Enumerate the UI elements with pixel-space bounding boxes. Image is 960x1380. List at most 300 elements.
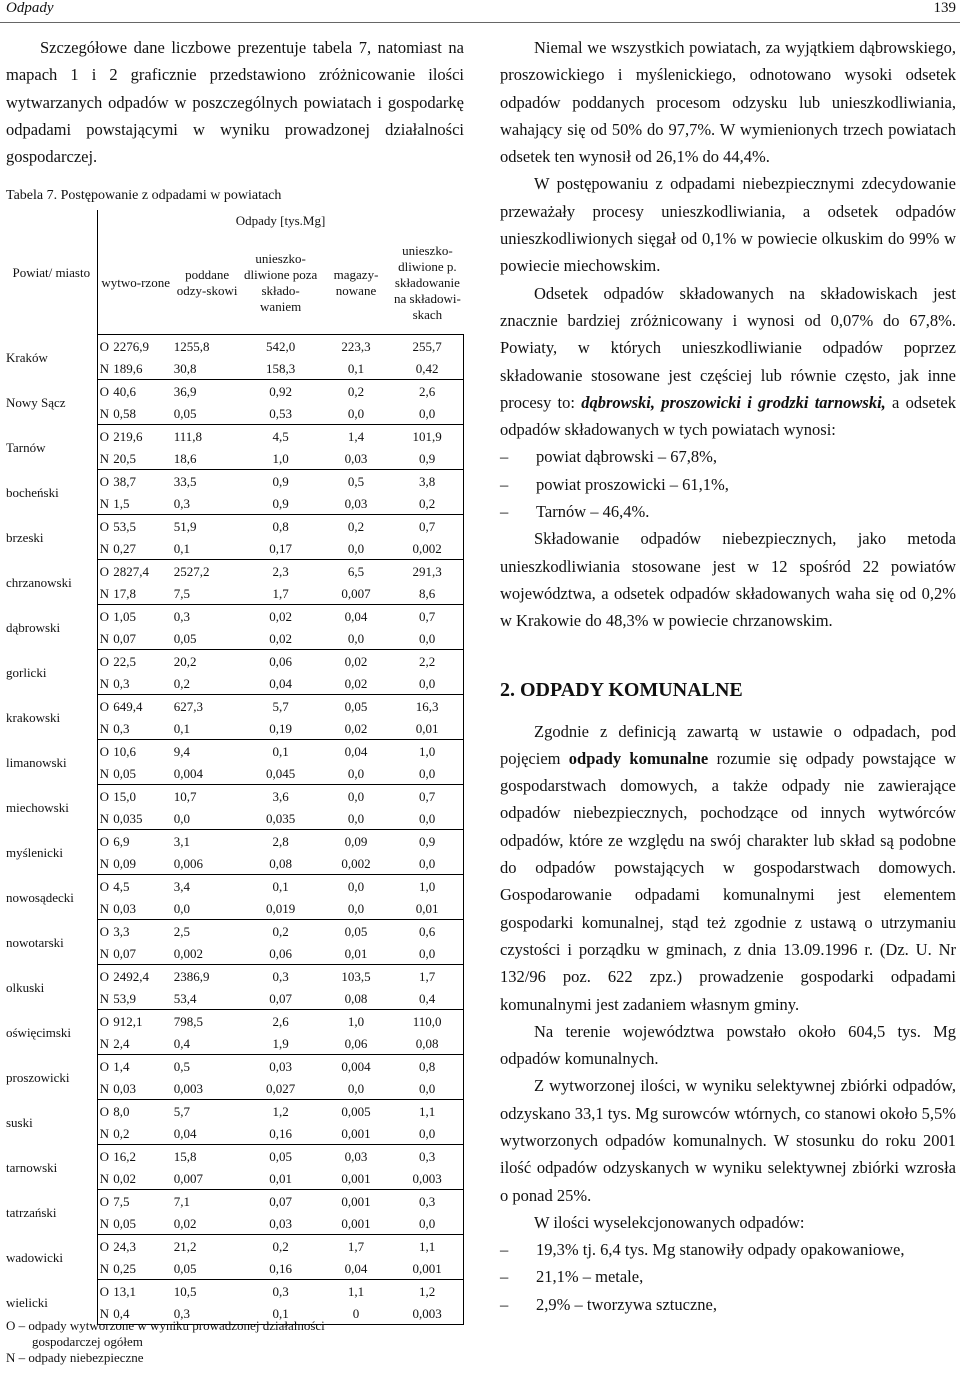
table-cell: 0,01 [391,717,463,740]
table-cell: 0,19 [269,720,292,736]
table-cell: 0,02 [321,650,392,673]
table-cell: 10,7 [174,785,241,808]
table-cell: 0,0 [321,875,392,898]
table-cell: 0,0 [347,630,365,646]
table-cell: 0,2 [240,1235,320,1258]
table-cell: 0,42 [391,357,463,380]
district-name: miechowski [6,785,97,830]
row-type-letter: O [97,1055,113,1078]
district-name: Kraków [6,335,97,380]
district-name: tatrzański [6,1190,97,1235]
table-cell: 542,0 [240,335,320,358]
table-cell: 21,2 [174,1235,241,1258]
table-cell: 1,4 [321,425,392,448]
list-item: – powiat proszowicki – 61,1%, [500,471,956,498]
table-cell: 0,0 [391,852,463,875]
table-cell: 0,003 [173,1080,204,1096]
table-cell: 0,8 [240,515,320,538]
table-cell: 1,2 [240,1100,320,1123]
table-cell: 0,92 [240,380,320,403]
table-cell: 101,9 [391,425,463,448]
table-cell: 0,08 [391,1032,463,1055]
table-cell: 0,1 [240,1302,320,1325]
district-name: olkuski [6,965,97,1010]
table-cell: 0,03 [240,1055,320,1078]
table-row [6,605,464,628]
table-cell: 7,1 [174,1190,241,1213]
paragraph-3 [500,280,956,444]
table-cell: 15,8 [174,1145,241,1168]
row-type-letter: N [97,987,113,1010]
table-cell: 2276,9 [113,335,173,358]
table-cell: 0,3 [173,495,191,511]
district-name: wielicki [6,1280,97,1325]
table-cell: 0,001 [341,1170,371,1186]
table-cell: 0,7 [391,605,463,628]
row-type-letter: N [97,1302,113,1325]
table-cell: 2,2 [391,650,463,673]
table-cell: 0,3 [391,1190,463,1213]
table-cell: 0,05 [113,765,137,781]
row-type-letter: O [97,965,113,988]
row-type-letter: N [97,1032,113,1055]
row-type-letter: N [97,582,113,605]
row-type-letter: N [97,492,113,515]
table-cell: 0,03 [269,1215,292,1231]
table-row [6,1280,464,1303]
row-type-letter: O [97,1235,113,1258]
table-cell: 6,9 [113,830,173,853]
table-row [6,1190,464,1213]
table-cell: 1,1 [321,1280,392,1303]
table-cell: 0,06 [269,945,292,961]
table-cell: 0,035 [266,810,296,826]
table-cell: 0,09 [321,830,392,853]
table-cell: 0,05 [240,1145,320,1168]
table-row [6,965,464,988]
table-cell: 0,019 [266,900,296,916]
table-cell: 0,03 [344,495,368,511]
list-item: – 21,1% – metale, [500,1263,956,1290]
running-header-section: Odpady [6,0,54,16]
district-name: tarnowski [6,1145,97,1190]
table-cell: 0,0 [347,1080,365,1096]
table-cell: 0,035 [113,810,143,826]
table-cell: 110,0 [391,1010,463,1033]
table-cell: 22,5 [113,650,173,673]
row-type-letter: N [97,762,113,785]
row-type-letter: O [97,1145,113,1168]
district-name: chrzanowski [6,560,97,605]
table-cell: 0,0 [321,785,392,808]
table-cell: 0,07 [269,990,292,1006]
col-head-district: Powiat/ miasto [6,210,97,335]
table-row [6,470,464,493]
table-cell: 1,0 [391,875,463,898]
row-type-letter: N [97,897,113,920]
table-row [6,560,464,583]
table-cell: 0,04 [321,605,392,628]
table-cell: 0,27 [113,540,137,556]
table-cell: 0,2 [321,515,392,538]
table-cell: 7,5 [113,1190,173,1213]
intro-paragraph: Szczegółowe dane liczbowe prezentuje tabela 7, natomiast na mapach 1 i 2 graficznie przedstawiono zróżnicowanie ilości wytwarzanych odpadów w poszczególnych powiatach i gospodarkę odpadami powstającymi w wyniku prowadzonej działalności gospodarczej. [6,38,464,167]
table-cell: 3,8 [391,470,463,493]
table-cell: 158,3 [266,360,296,376]
table-row [6,740,464,763]
row-type-letter: O [97,1100,113,1123]
table-cell: 0,6 [391,920,463,943]
table-cell: 3,4 [174,875,241,898]
table-cell: 0,0 [391,627,463,650]
table-cell: 627,3 [174,695,241,718]
district-name: Nowy Sącz [6,380,97,425]
district-name: wadowicki [6,1235,97,1280]
table-cell: 798,5 [174,1010,241,1033]
row-type-letter: O [97,1280,113,1303]
table-cell: 1255,8 [174,335,241,358]
table-cell: 0,001 [341,1125,371,1141]
table-cell: 6,5 [321,560,392,583]
table-cell: 0,3 [174,1302,241,1325]
table-cell: 0 [321,1302,392,1325]
table-cell: 0,1 [240,875,320,898]
table-row [6,335,464,358]
list-item: – 2,9% – tworzywa sztuczne, [500,1291,956,1318]
row-type-letter: N [97,1167,113,1190]
table-cell: 0,03 [321,1145,392,1168]
table-cell: 0,53 [269,405,292,421]
legend-o-line: O – odpady wytworzone w wyniku prowadzonej działalności [6,1318,325,1333]
row-type-letter: N [97,357,113,380]
list-item: – powiat dąbrowski – 67,8%, [500,443,956,470]
table-row [6,650,464,673]
row-type-letter: O [97,1010,113,1033]
table-cell: 2,8 [240,830,320,853]
table-cell: 0,02 [344,675,368,691]
row-type-letter: O [97,785,113,808]
table-cell: 1,5 [113,495,130,511]
table-caption: Tabela 7. Postępowanie z odpadami w powiatach [6,188,282,204]
col-head-group: Odpady [tys.Mg] [235,213,326,229]
row-type-letter: N [97,1257,113,1280]
table-row [6,425,464,448]
table-cell: 1,1 [391,1235,463,1258]
row-type-letter: N [97,672,113,695]
district-name: nowosądecki [6,875,97,920]
paragraph-2: W postępowaniu z odpadami niebezpiecznymi zdecydowanie przeważały procesy unieszkodliwiania, a odsetek odpadów unieszkodliwionych sięgał od 0,1% w powiecie olkuskim do 99% w powiecie miechowskim. [500,174,956,276]
table-cell: 2,3 [240,560,320,583]
table-cell: 0,9 [391,830,463,853]
table-cell: 4,5 [113,875,173,898]
list-selected-waste [500,1236,956,1318]
table-cell: 1,2 [391,1280,463,1303]
table-cell: 0,0 [391,942,463,965]
table-cell: 0,002 [173,945,204,961]
table-cell: 0,4 [391,987,463,1010]
row-type-letter: O [97,695,113,718]
district-name: bocheński [6,470,97,515]
row-type-letter: N [97,537,113,560]
waste-table-wrapper [6,210,464,1333]
table-cell: 2,6 [240,1010,320,1033]
table-cell: 0,2 [321,380,392,403]
row-type-letter: O [97,515,113,538]
table-cell: 0,02 [344,720,368,736]
waste-table [6,210,464,1325]
table-row [6,875,464,898]
table-cell: 2827,4 [113,560,173,583]
district-name: dąbrowski [6,605,97,650]
table-cell: 0,0 [391,762,463,785]
paragraph-3-b: a odsetek odpadów składowanych w tych powiatach wynosi: [500,392,956,440]
table-row [6,695,464,718]
table-row [6,1055,464,1078]
table-cell: 0,0 [391,1077,463,1100]
paragraph-7: Z wytworzonej ilości, w wyniku selektywnej zbiórki odpadów, odzyskano 33,1 tys. Mg surowców wtórnych, co stanowi około 5,5% wytworzonych odpadów komunalnych. W stosunku do roku 2001 ilość odpadów odzyskanych w wyniku selektywnej zbiórki wzrosła o ponad 25%. [500,1076,956,1205]
district-name: nowotarski [6,920,97,965]
table-cell: 4,5 [240,425,320,448]
table-cell: 0,0 [391,1122,463,1145]
table-cell: 24,3 [113,1235,173,1258]
table-cell: 0,006 [173,855,204,871]
table-row [6,830,464,853]
table-cell: 0,0 [391,807,463,830]
table-cell: 17,8 [113,585,137,601]
table-cell: 53,9 [113,990,137,1006]
table-cell: 10,6 [113,740,173,763]
table-cell: 0,1 [240,740,320,763]
col-head-neutralized: unieszko-dliwione poza składo-waniem [243,251,318,315]
row-type-letter: O [97,650,113,673]
table-cell: 0,02 [240,605,320,628]
table-cell: 0,03 [113,900,137,916]
table-cell: 30,8 [173,360,197,376]
district-name: proszowicki [6,1055,97,1100]
table-cell: 0,2 [240,920,320,943]
paragraph-5-b: rozumie się odpady powstające w gospodarstwach domowych, a także odpady nie zawierające odpadów niebezpiecznych, pochodzące od innych wytwórców odpadów, które ze względu na swój charakter lub skład są podobne do odpadów powstających w gospodarstwach domowych. Gospodarowanie odpadami komunalnymi jest elementem gospodarki komunalnej, stąd też zgodnie z ustawą o utrzymaniu czystości i porządku w gminach, z dnia 13.09.1996 r. (Dz. U. Nr 132/96 poz. 622 zpz.) prowadzenie gospodarki odpadami komunalnymi jest zadaniem własnym gminy. [500,748,956,1014]
table-cell: 2492,4 [113,965,173,988]
table-row [6,920,464,943]
table-cell: 0,8 [391,1055,463,1078]
district-name: gorlicki [6,650,97,695]
table-cell: 0,0 [347,540,365,556]
table-cell: 51,9 [174,515,241,538]
table-cell: 219,6 [113,425,173,448]
table-cell: 0,04 [269,675,292,691]
table-cell: 0,005 [321,1100,392,1123]
table-cell: 0,007 [173,1170,204,1186]
table-cell: 0,04 [344,1260,368,1276]
table-cell: 0,09 [113,855,137,871]
table-row [6,1100,464,1123]
col-head-produced: wytwo-rzone [101,275,170,291]
row-type-letter: N [97,1212,113,1235]
table-cell: 0,2 [173,675,191,691]
table-cell: 0,0 [347,405,365,421]
table-cell: 0,9 [240,470,320,493]
table-legend [6,1318,325,1366]
row-type-letter: N [97,447,113,470]
table-cell: 0,08 [269,855,292,871]
table-row [6,1010,464,1033]
table-cell: 255,7 [391,335,463,358]
table-cell: 0,07 [240,1190,320,1213]
row-type-letter: O [97,740,113,763]
table-cell: 16,2 [113,1145,173,1168]
table-cell: 33,5 [174,470,241,493]
district-name: limanowski [6,740,97,785]
table-cell: 3,6 [240,785,320,808]
table-cell: 0,001 [321,1190,392,1213]
table-cell: 0,5 [321,470,392,493]
table-cell: 13,1 [113,1280,173,1303]
table-cell: 2,4 [113,1035,130,1051]
table-cell: 0,02 [113,1170,137,1186]
table-cell: 1,7 [321,1235,392,1258]
legend-o-line-cont: gospodarczej ogółem [32,1334,143,1349]
table-cell: 0,1 [173,720,191,736]
table-cell: 0,05 [321,920,392,943]
table-cell: 0,04 [173,1125,197,1141]
table-cell: 0,08 [344,990,368,1006]
table-cell: 8,6 [391,582,463,605]
table-cell: 223,3 [321,335,392,358]
table-row [6,1145,464,1168]
table-cell: 0,4 [113,1302,173,1325]
table-cell: 18,6 [173,450,197,466]
table-cell: 0,007 [341,585,371,601]
page-number: 139 [933,0,956,16]
table-cell: 3,3 [113,920,173,943]
table-cell: 0,06 [240,650,320,673]
list-landfill [500,443,956,525]
paragraph-5 [500,718,956,1018]
table-cell: 0,004 [321,1055,392,1078]
table-cell: 0,03 [113,1080,137,1096]
district-name: myślenicki [6,830,97,875]
table-body [6,335,464,1325]
table-cell: 0,17 [269,540,292,556]
row-type-letter: N [97,627,113,650]
table-cell: 111,8 [174,425,241,448]
table-cell: 1,05 [113,605,173,628]
table-cell: 0,16 [269,1260,292,1276]
table-cell: 0,0 [391,402,463,425]
header-rule [0,22,960,23]
paragraph-3-a: Odsetek odpadów składowanych na składowiskach jest znacznie bardziej zróżnicowany i wynosi od 0,07% do 67,8%. Powiaty, w których unieszkodliwianie odpadów poprzez składowanie stosowane jest częściej lub równie często, jak inne procesy to: [500,283,956,412]
row-type-letter: N [97,717,113,740]
table-cell: 649,4 [113,695,173,718]
legend-n-line: N – odpady niebezpieczne [6,1350,144,1365]
row-type-letter: O [97,335,113,358]
table-row [6,380,464,403]
table-cell: 0,16 [269,1125,292,1141]
paragraph-3-bold: dąbrowski, proszowicki i grodzki tarnowski, [581,392,886,412]
table-cell: 0,0 [347,900,365,916]
table-cell: 5,7 [240,695,320,718]
table-cell: 0,7 [391,515,463,538]
row-type-letter: N [97,942,113,965]
table-cell: 0,04 [321,740,392,763]
district-name: brzeski [6,515,97,560]
right-column [500,34,956,1318]
table-cell: 0,07 [113,630,137,646]
table-cell: 0,02 [269,630,292,646]
table-cell: 0,05 [173,630,197,646]
table-cell: 103,5 [321,965,392,988]
paragraph-5-bold: odpady komunalne [568,748,709,768]
table-cell: 0,004 [173,765,204,781]
table-cell: 1,7 [272,585,289,601]
table-cell: 0,05 [173,1260,197,1276]
table-row [6,785,464,808]
table-cell: 189,6 [113,360,143,376]
table-cell: 1,9 [272,1035,289,1051]
row-type-letter: N [97,852,113,875]
table-cell: 10,5 [174,1280,241,1303]
row-type-letter: O [97,875,113,898]
list-item: – 19,3% tj. 6,4 tys. Mg stanowiły odpady opakowaniowe, [500,1236,956,1263]
table-cell: 0,9 [391,447,463,470]
table-cell: 0,1 [173,540,191,556]
table-cell: 7,5 [173,585,191,601]
table-cell: 0,003 [391,1302,463,1325]
table-cell: 0,9 [272,495,289,511]
table-cell: 0,05 [173,405,197,421]
table-cell: 0,002 [391,537,463,560]
table-cell: 0,2 [113,1125,130,1141]
table-cell: 0,3 [391,1145,463,1168]
table-cell: 1,0 [272,450,289,466]
table-cell: 0,01 [391,897,463,920]
table-cell: 0,0 [391,1212,463,1235]
district-name: oświęcimski [6,1010,97,1055]
list-item: – Tarnów – 46,4%. [500,498,956,525]
table-cell: 1,7 [391,965,463,988]
table-cell: 9,4 [174,740,241,763]
left-column [6,34,464,1365]
table-cell: 0,01 [344,945,368,961]
table-cell: 0,3 [113,720,130,736]
table-cell: 1,4 [113,1055,173,1078]
table-cell: 0,0 [173,810,191,826]
row-type-letter: O [97,380,113,403]
table-cell: 1,0 [321,1010,392,1033]
district-name: suski [6,1100,97,1145]
table-cell: 1,0 [391,740,463,763]
table-cell: 20,2 [174,650,241,673]
row-type-letter: O [97,1190,113,1213]
table-cell: 8,0 [113,1100,173,1123]
section-title: 2. ODPADY KOMUNALNE [500,678,743,701]
table-cell: 0,2 [391,492,463,515]
row-type-letter: N [97,1122,113,1145]
row-type-letter: N [97,807,113,830]
table-cell: 5,7 [174,1100,241,1123]
table-cell: 38,7 [113,470,173,493]
table-cell: 0,01 [269,1170,292,1186]
table-cell: 3,1 [174,830,241,853]
table-cell: 0,0 [347,765,365,781]
paragraph-8: W ilości wyselekcjonowanych odpadów: [534,1212,805,1232]
row-type-letter: N [97,402,113,425]
row-type-letter: O [97,470,113,493]
table-cell: 2,5 [174,920,241,943]
table-cell: 2,6 [391,380,463,403]
table-cell: 1,1 [391,1100,463,1123]
col-head-landfilled: unieszko-dliwione p. składowanie na składowi-skach [393,243,461,323]
